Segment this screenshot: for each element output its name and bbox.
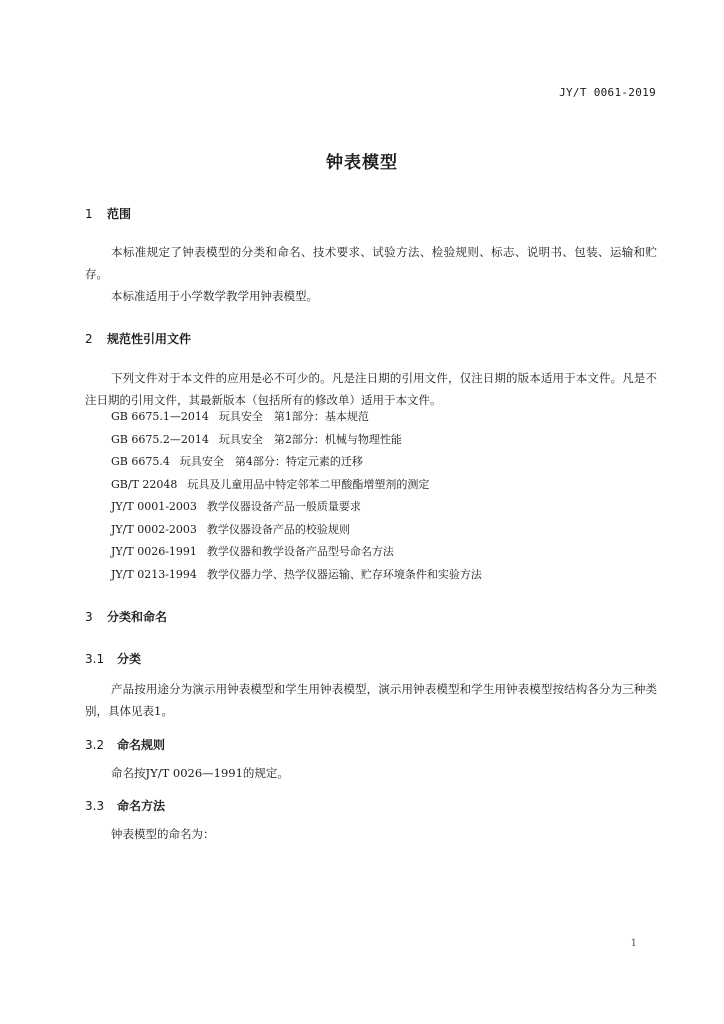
section-number: 3.3 xyxy=(85,799,105,813)
section-1-heading xyxy=(85,205,131,222)
section-number: 1 xyxy=(85,207,93,221)
section-number: 3.2 xyxy=(85,738,105,752)
section-number: 2 xyxy=(85,332,93,346)
section-1-paragraph-2: 本标准适用于小学数学教学用钟表模型。 xyxy=(111,289,318,303)
section-title: 命名方法 xyxy=(117,799,166,813)
section-number: 3.1 xyxy=(85,652,105,666)
reference-title: 教学仪器设备产品一般质量要求 xyxy=(206,500,361,513)
section-2-heading xyxy=(85,330,191,347)
reference-code: JY/T 0026-1991 xyxy=(111,545,197,558)
reference-code: GB 6675.1—2014 xyxy=(111,410,209,423)
section-title: 规范性引用文件 xyxy=(107,332,192,346)
section-3-heading xyxy=(85,608,167,625)
reference-title: 教学仪器设备产品的校验规则 xyxy=(206,522,350,536)
section-title: 分类和命名 xyxy=(107,610,168,624)
section-3-1-paragraph-1: 产品按用途分为演示用钟表模型和学生用钟表模型，演示用钟表模型和学生用钟表模型按结构各分为三种类别，具体见表1。 xyxy=(85,682,657,718)
reference-title: 教学仪器和教学设备产品型号命名方法 xyxy=(206,545,394,558)
section-number: 3 xyxy=(85,610,93,624)
page-number: 1 xyxy=(630,938,637,949)
normative-reference-list xyxy=(111,406,482,586)
reference-title: 玩具安全 第4部分：特定元素的迁移 xyxy=(179,455,363,468)
reference-code: GB/T 22048 xyxy=(111,477,178,491)
reference-code: JY/T 0001-2003 xyxy=(111,500,197,513)
section-3-1-heading xyxy=(85,650,141,667)
section-title: 范围 xyxy=(107,207,132,221)
reference-code: GB 6675.4 xyxy=(111,455,170,468)
reference-item xyxy=(111,541,482,564)
reference-item xyxy=(111,496,482,519)
reference-item xyxy=(111,474,482,497)
standard-code: JY/T 0061-2019 xyxy=(559,86,656,99)
section-2-paragraph-1: 下列文件对于本文件的应用是必不可少的。凡是注日期的引用文件，仅注日期的版本适用于本文件。凡是不注日期的引用文件，其最新版本（包括所有的修改单）适用于本文件。 xyxy=(85,371,657,407)
section-3-3-paragraph-1: 钟表模型的命名为： xyxy=(111,827,215,841)
reference-code: GB 6675.2—2014 xyxy=(111,432,209,446)
reference-code: JY/T 0002-2003 xyxy=(111,522,197,536)
reference-item xyxy=(111,406,482,429)
reference-item xyxy=(111,429,482,452)
reference-title: 玩具安全 第2部分：机械与物理性能 xyxy=(218,432,402,446)
section-1-paragraph-1: 本标准规定了钟表模型的分类和命名、技术要求、试验方法、检验规则、标志、说明书、包装、运输和贮存。 xyxy=(85,245,657,281)
document-title: 钟表模型 xyxy=(326,153,398,173)
reference-title: 教学仪器力学、热学仪器运输、贮存环境条件和实验方法 xyxy=(206,567,482,581)
reference-code: JY/T 0213-1994 xyxy=(111,567,197,581)
reference-title: 玩具安全 第1部分：基本规范 xyxy=(218,410,369,423)
section-3-2-heading xyxy=(85,736,165,753)
reference-item xyxy=(111,564,482,587)
reference-title: 玩具及儿童用品中特定邻苯二甲酸酯增塑剂的测定 xyxy=(187,477,430,491)
section-title: 分类 xyxy=(117,652,142,666)
section-3-3-heading xyxy=(85,797,165,814)
reference-item xyxy=(111,451,482,474)
section-3-2-paragraph-1: 命名按JY/T 0026—1991的规定。 xyxy=(111,766,289,780)
section-title: 命名规则 xyxy=(117,738,166,752)
reference-item xyxy=(111,519,482,542)
